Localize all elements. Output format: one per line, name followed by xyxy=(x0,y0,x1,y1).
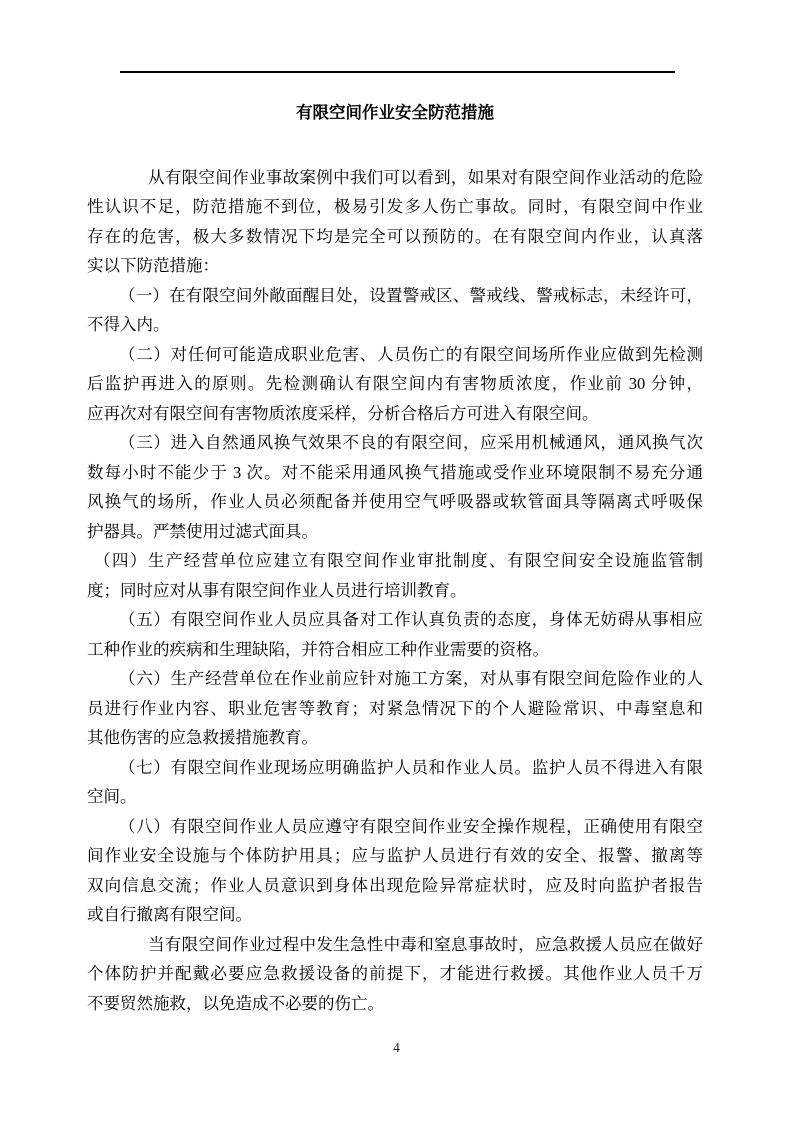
document-body-paragraphs xyxy=(87,163,703,1019)
paragraph-line: （三）进入自然通风换气效果不良的有限空间，应采用机械通风，通风换气次 xyxy=(119,433,703,452)
paragraph xyxy=(87,753,703,812)
paragraph xyxy=(87,546,703,605)
paragraph-line: 性认识不足，防范措施不到位，极易引发多人伤亡事故。同时，有限空间中作业 xyxy=(87,197,703,216)
paragraph-line: 风换气的场所，作业人员必须配备并使用空气呼吸器或软管面具等隔离式呼吸保 xyxy=(87,492,703,511)
paragraph-line: 员进行作业内容、职业危害等教育；对紧急情况下的个人避险常识、中毒窒息和 xyxy=(87,698,703,718)
paragraph-line: 空间。 xyxy=(87,787,137,806)
paragraph-line: 不得入内。 xyxy=(87,315,170,334)
paragraph xyxy=(87,340,703,429)
page-number: 4 xyxy=(393,1040,400,1055)
paragraph xyxy=(87,163,703,281)
paragraph-line: 间作业安全设施与个体防护用具；应与监护人员进行有效的安全、报警、撤离等 xyxy=(87,846,703,865)
paragraph-line: （五）有限空间作业人员应具备对工作认真负责的态度，身体无妨碍从事相应 xyxy=(119,610,703,629)
paragraph xyxy=(87,281,703,340)
paragraph-line: 应再次对有限空间有害物质浓度采样，分析合格后方可进入有限空间。 xyxy=(87,403,599,423)
paragraph xyxy=(87,428,703,546)
document-body xyxy=(87,98,703,1018)
paragraph xyxy=(87,605,703,664)
paragraph-line: 或自行撤离有限空间。 xyxy=(87,905,252,924)
paragraph-line: 其他伤害的应急救援措施教育。 xyxy=(87,728,318,747)
paragraph-line: 存在的危害，极大多数情况下均是完全可以预防的。在有限空间内作业，认真落 xyxy=(87,226,703,246)
paragraph-line: （八）有限空间作业人员应遵守有限空间作业安全操作规程，正确使用有限空 xyxy=(119,816,703,836)
paragraph xyxy=(87,812,703,930)
paragraph-line: 后监护再进入的原则。先检测确认有限空间内有害物质浓度，作业前 30 分钟， xyxy=(87,374,703,393)
paragraph xyxy=(87,664,703,753)
paragraph-line: （二）对任何可能造成职业危害、人员伤亡的有限空间场所作业应做到先检测 xyxy=(119,344,703,364)
paragraph-line: 双向信息交流；作业人员意识到身体出现危险异常症状时，应及时向监护者报告 xyxy=(87,875,703,895)
paragraph xyxy=(87,930,703,1019)
paragraph-line: （七）有限空间作业现场应明确监护人员和作业人员。监护人员不得进入有限 xyxy=(119,757,703,777)
header-rule xyxy=(120,71,675,73)
document-title: 有限空间作业安全防范措施 xyxy=(296,103,494,122)
paragraph-line: （四）生产经营单位应建立有限空间作业审批制度、有限空间安全设施监管制 xyxy=(94,551,703,570)
paragraph-line: 从有限空间作业事故案例中我们可以看到，如果对有限空间作业活动的危险 xyxy=(148,167,703,187)
paragraph-line: 工种作业的疾病和生理缺陷，并符合相应工种作业需要的资格。 xyxy=(87,639,549,659)
paragraph-line: 当有限空间作业过程中发生急性中毒和窒息事故时，应急救援人员应在做好 xyxy=(148,934,703,954)
paragraph-line: 数每小时不能少于 3 次。对不能采用通风换气措施或受作业环境限制不易充分通 xyxy=(87,462,703,482)
paragraph-line: 个体防护并配戴必要应急救援设备的前提下，才能进行救援。其他作业人员千万 xyxy=(87,964,703,983)
paragraph-line: （六）生产经营单位在作业前应针对施工方案，对从事有限空间危险作业的人 xyxy=(119,669,703,688)
paragraph-line: 度；同时应对从事有限空间作业人员进行培训教育。 xyxy=(87,580,467,600)
paragraph-line: 护器具。严禁使用过滤式面具。 xyxy=(87,521,318,541)
paragraph-line: 不要贸然施救，以免造成不必要的伤亡。 xyxy=(87,993,384,1013)
paragraph-line: 实以下防范措施： xyxy=(87,256,219,275)
paragraph-line: （一）在有限空间外敞面醒目处，设置警戒区、警戒线、警戒标志，未经许可， xyxy=(119,285,703,305)
